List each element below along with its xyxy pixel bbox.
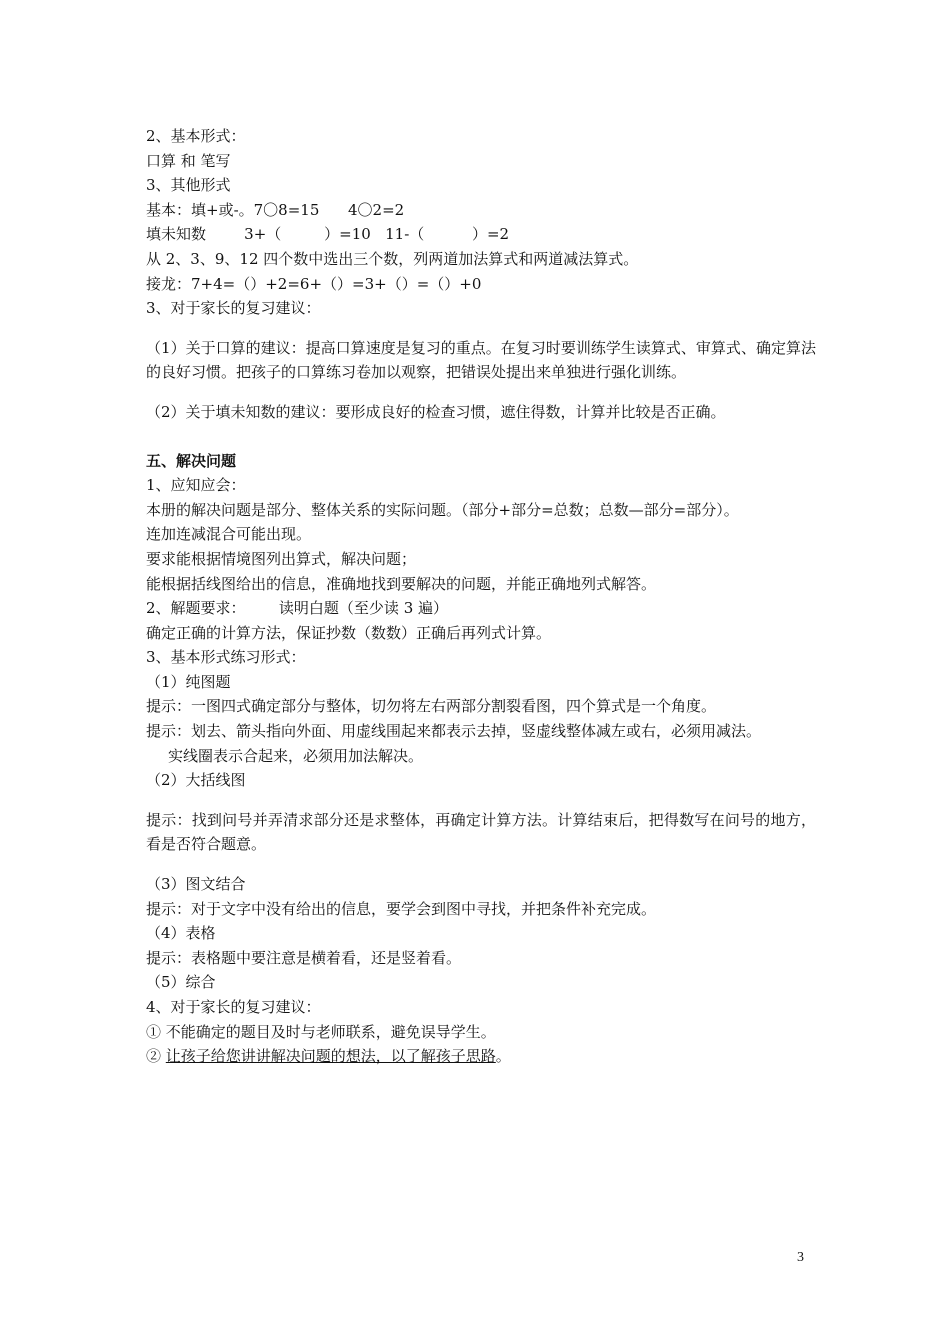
page-number: 3 bbox=[797, 1250, 804, 1265]
know-item-1: 本册的解决问题是部分、整体关系的实际问题。（部分+部分=总数；总数—部分=部分）。 bbox=[146, 500, 739, 519]
section-title: 五、解决问题 bbox=[146, 451, 237, 470]
unknown-number-line: 填未知数 3+（ ）=10 11-（ ）=2 bbox=[146, 225, 510, 244]
page-content bbox=[146, 124, 816, 1069]
form-1-tip-1: 提示：一图四式确定部分与整体，切勿将左右两部分割裂看图，四个算式是一个角度。 bbox=[146, 697, 717, 716]
advice-marker: ② bbox=[146, 1047, 166, 1066]
know-heading: 1、应知应会： bbox=[146, 476, 246, 495]
form-4-title: （4）表格 bbox=[146, 924, 216, 943]
form-3-title: （3）图文结合 bbox=[146, 875, 246, 894]
form-3-tip: 提示：对于文字中没有给出的信息，要学会到图中寻找，并把条件补充完成。 bbox=[146, 899, 657, 918]
know-item-4: 能根据括线图给出的信息，准确地找到要解决的问题，并能正确地列式解答。 bbox=[146, 574, 657, 593]
section-gap bbox=[146, 425, 816, 449]
know-item-2: 连加连减混合可能出现。 bbox=[146, 525, 312, 544]
form-2-title: （2）大括线图 bbox=[146, 771, 246, 790]
select-numbers-line: 从 2、3、9、12 四个数中选出三个数，列两道加法算式和两道减法算式。 bbox=[146, 249, 639, 268]
basic-operator-line: 基本：填+或-。7〇8=15 4〇2=2 bbox=[146, 200, 405, 219]
unknown-number-advice: （2）关于填未知数的建议：要形成良好的检查习惯，遮住得数，计算并比较是否正确。 bbox=[146, 402, 726, 421]
form-1-tip-3: 实线圈表示合起来，必须用加法解决。 bbox=[168, 746, 424, 765]
requirement-item: 确定正确的计算方法，保证抄数（数数）正确后再列式计算。 bbox=[146, 623, 552, 642]
know-item-3: 要求能根据情境图列出算式，解决问题； bbox=[146, 549, 417, 568]
form-5-title: （5）综合 bbox=[146, 973, 216, 992]
form-1-title: （1）纯图题 bbox=[146, 672, 231, 691]
parent-advice-heading-2: 4、对于家长的复习建议： bbox=[146, 998, 321, 1016]
underlined-advice: 让孩子给您讲讲解决问题的想法，以了解孩子思路 bbox=[165, 1047, 496, 1066]
basic-form-heading: 2、基本形式： bbox=[146, 127, 246, 145]
form-4-tip: 提示：表格题中要注意是横着看，还是竖着看。 bbox=[146, 948, 462, 967]
form-2-tip: 提示：找到问号并弄清求部分还是求整体，再确定计算方法。计算结束后，把得数写在问号的地方，看是否符合题意。 bbox=[146, 810, 816, 854]
basic-form-items: 口算 和 笔写 bbox=[146, 151, 231, 170]
practice-forms-heading: 3、基本形式练习形式： bbox=[146, 648, 306, 667]
parent-advice-heading: 3、对于家长的复习建议： bbox=[146, 299, 321, 318]
advice-period: 。 bbox=[495, 1047, 511, 1066]
form-1-tip-2: 提示：划去、箭头指向外面、用虚线围起来都表示去掉，竖虚线整体减左或右，必须用减法。 bbox=[146, 722, 762, 741]
parent-advice-item-2 bbox=[146, 1044, 816, 1069]
chain-line: 接龙：7+4=（）+2=6+（）=3+（）=（）+0 bbox=[146, 274, 482, 293]
other-form-heading: 3、其他形式 bbox=[146, 176, 231, 195]
requirement-heading: 2、解题要求： 读明白题（至少读 3 遍） bbox=[146, 599, 449, 618]
oral-calculation-advice: （1）关于口算的建议：提高口算速度是复习的重点。在复习时要训练学生读算式、审算式、确定算法的良好习惯。把孩子的口算练习卷加以观察，把错误处提出来单独进行强化训练。 bbox=[146, 338, 816, 382]
parent-advice-item-1: ① 不能确定的题目及时与老师联系，避免误导学生。 bbox=[146, 1022, 496, 1041]
